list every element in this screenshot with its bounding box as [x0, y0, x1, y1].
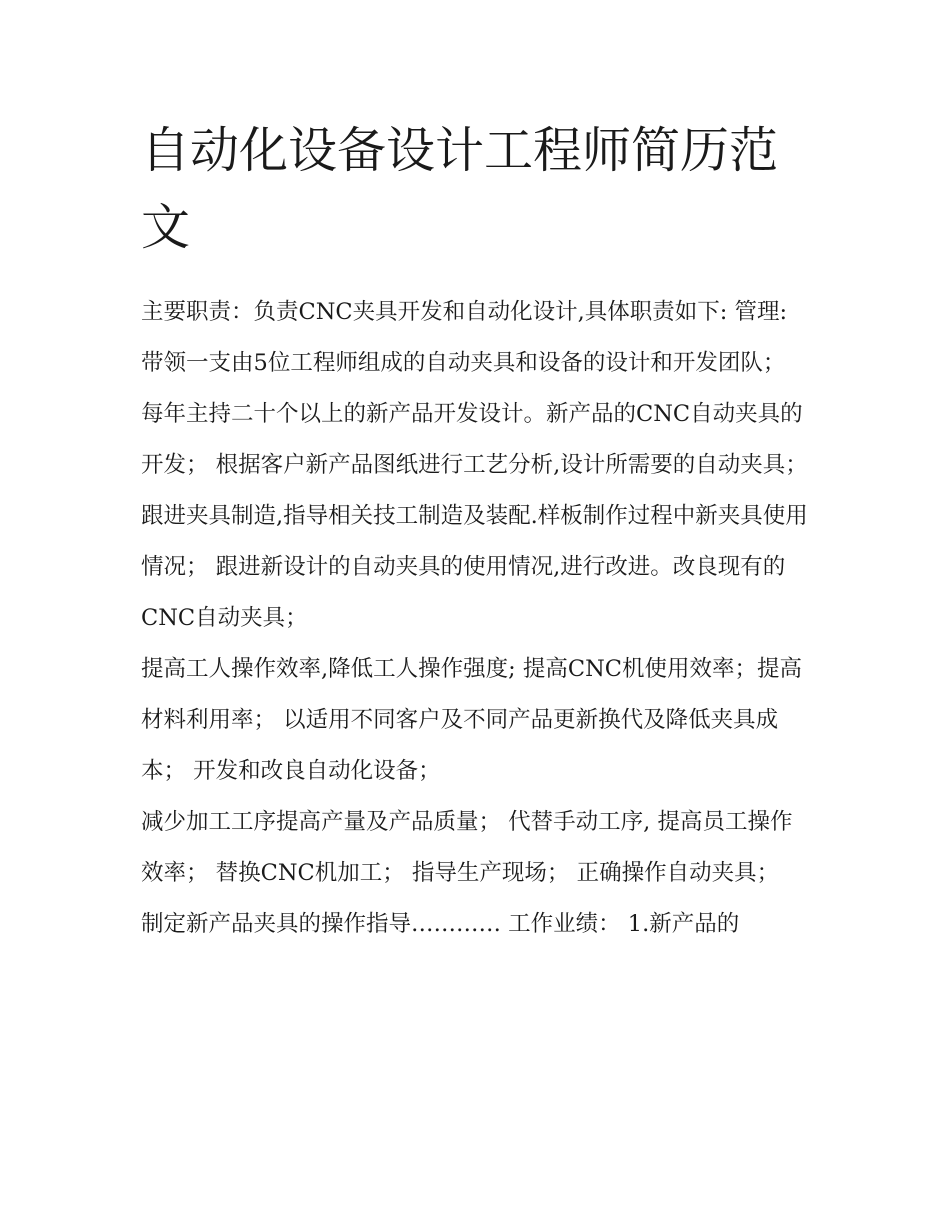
paragraph-responsibilities: 主要职责：负责CNC夹具开发和自动化设计,具体职责如下: 管理: 带领一支由5位工程师组成的自动夹具和设备的设计和开发团队； [141, 299, 788, 376]
paragraph-process-reduction: 减少加工工序提高产量及产品质量； 代替手动工序, 提高员工操作效率； 替换CNC机加工； 指导生产现场； 正确操作自动夹具； [141, 809, 793, 886]
document-content [141, 112, 809, 950]
document-title: 自动化设备设计工程师简历范文 [141, 122, 779, 256]
paragraph-efficiency: 提高工人操作效率,降低工人操作强度; 提高CNC机使用效率；提高材料利用率； 以适用不同客户及不同产品更新换代及降低夹具成本； 开发和改良自动化设备； [141, 656, 803, 784]
paragraph-product-development: 每年主持二十个以上的新产品开发设计。新产品的CNC自动夹具的开发； 根据客户新产品图纸进行工艺分析,设计所需要的自动夹具； [141, 401, 808, 478]
paragraph-operating-guide: 制定新产品夹具的操作指导………… 工作业绩： 1.新产品的 [141, 911, 740, 937]
paragraph-fixture-manufacturing: 跟进夹具制造,指导相关技工制造及装配.样板制作过程中新夹具使用情况； 跟进新设计的自动夹具的使用情况,进行改进。改良现有的CNC自动夹具； [141, 503, 808, 631]
document-body [141, 287, 809, 950]
